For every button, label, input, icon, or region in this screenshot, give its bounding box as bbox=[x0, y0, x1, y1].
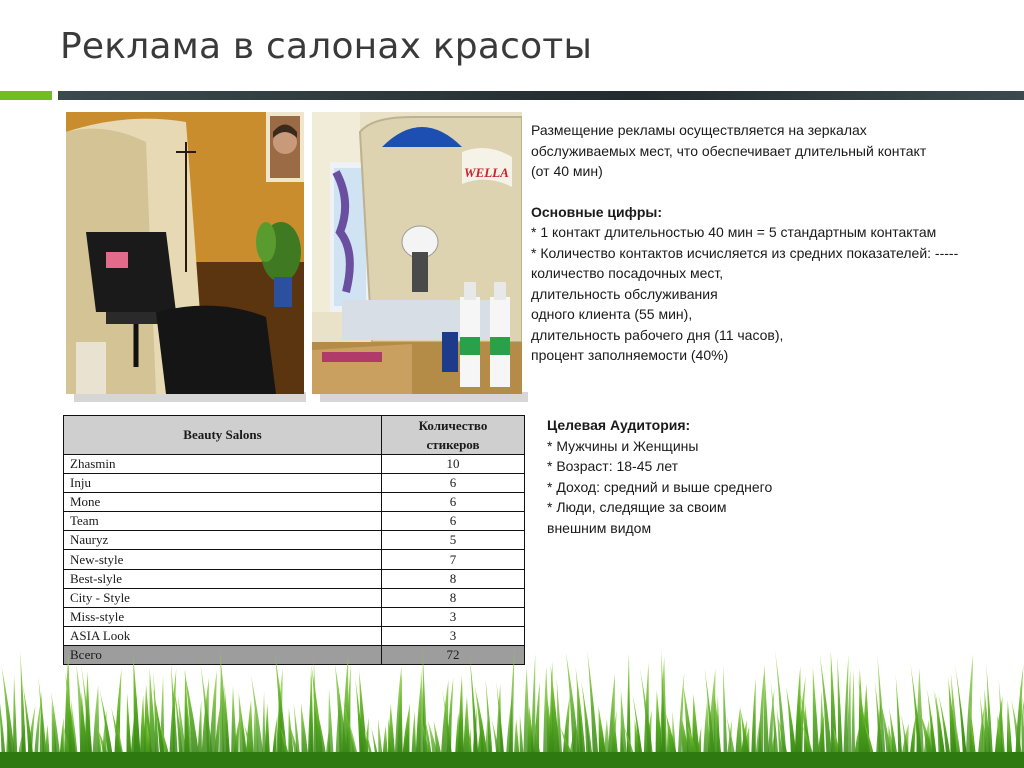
column-header-stickers-line2: стикеров bbox=[426, 437, 480, 452]
sticker-count: 3 bbox=[382, 607, 525, 626]
key-figure-line: одного клиента (55 мин), bbox=[531, 306, 693, 322]
title-rule-accent bbox=[0, 91, 52, 100]
salon-name: City - Style bbox=[64, 588, 382, 607]
wella-logo-text: WELLA bbox=[464, 165, 509, 180]
table-row bbox=[64, 531, 525, 550]
sticker-count: 7 bbox=[382, 550, 525, 569]
column-header-stickers-line1: Количество bbox=[418, 418, 488, 433]
sticker-count: 3 bbox=[382, 626, 525, 645]
audience-item: внешним видом bbox=[547, 519, 652, 536]
table-row bbox=[64, 550, 525, 569]
audience-item: * Возраст: 18-45 лет bbox=[547, 458, 679, 474]
sticker-count: 10 bbox=[382, 455, 525, 474]
sticker-count: 6 bbox=[382, 474, 525, 493]
table-row bbox=[64, 588, 525, 607]
key-figure-line: длительность рабочего дня (11 часов), bbox=[531, 326, 784, 343]
column-header-salons: Beauty Salons bbox=[64, 416, 382, 455]
salon-name: ASIA Look bbox=[64, 626, 382, 645]
table-row bbox=[64, 455, 525, 474]
sticker-count: 5 bbox=[382, 531, 525, 550]
slide-title: Реклама в салонах красоты bbox=[60, 26, 593, 67]
desc-line: Размещение рекламы осуществляется на зеркалах bbox=[531, 122, 867, 138]
salon-name: Best-slyle bbox=[64, 569, 382, 588]
salon-interior-photo bbox=[66, 112, 304, 394]
table-row bbox=[64, 474, 525, 493]
sticker-count: 6 bbox=[382, 512, 525, 531]
sticker-count: 8 bbox=[382, 569, 525, 588]
salon-name: Team bbox=[64, 512, 382, 531]
audience-heading: Целевая Аудитория: bbox=[547, 417, 691, 433]
title-rule-bar bbox=[58, 91, 1024, 100]
salon-name: Mone bbox=[64, 493, 382, 512]
key-figure-line: * Количество контактов исчисляется из средних показателей: ----- bbox=[531, 244, 959, 261]
audience-item: * Доход: средний и выше среднего bbox=[547, 478, 773, 495]
column-header-stickers bbox=[382, 416, 525, 455]
key-figure-line: * 1 контакт длительностью 40 мин = 5 стандартным контактам bbox=[531, 224, 937, 240]
sticker-count: 6 bbox=[382, 493, 525, 512]
sticker-count: 8 bbox=[382, 588, 525, 607]
total-label: Всего bbox=[64, 645, 382, 664]
key-figures-heading: Основные цифры: bbox=[531, 203, 663, 220]
table-row bbox=[64, 493, 525, 512]
key-figure-line: длительность обслуживания bbox=[531, 285, 718, 302]
mirror-station-photo bbox=[312, 112, 522, 394]
salon-name: New-style bbox=[64, 550, 382, 569]
total-value: 72 bbox=[382, 645, 525, 664]
audience-item: * Мужчины и Женщины bbox=[547, 437, 699, 454]
grass-decoration bbox=[0, 640, 1024, 768]
salon-name: Nauryz bbox=[64, 531, 382, 550]
table-header-row bbox=[64, 416, 525, 455]
key-figure-line: процент заполняемости (40%) bbox=[531, 347, 729, 363]
table-row bbox=[64, 512, 525, 531]
target-audience bbox=[547, 415, 847, 538]
salon-name: Inju bbox=[64, 474, 382, 493]
key-figure-line: количество посадочных мест, bbox=[531, 265, 724, 281]
salon-name: Miss-style bbox=[64, 607, 382, 626]
salon-name: Zhasmin bbox=[64, 455, 382, 474]
placement-description bbox=[531, 120, 1011, 366]
table-row bbox=[64, 569, 525, 588]
desc-line: обслуживаемых мест, что обеспечивает длительный контакт bbox=[531, 142, 927, 159]
beauty-salons-table bbox=[63, 415, 525, 665]
desc-line: (от 40 мин) bbox=[531, 163, 603, 179]
audience-item: * Люди, следящие за своим bbox=[547, 499, 727, 515]
table-row bbox=[64, 607, 525, 626]
